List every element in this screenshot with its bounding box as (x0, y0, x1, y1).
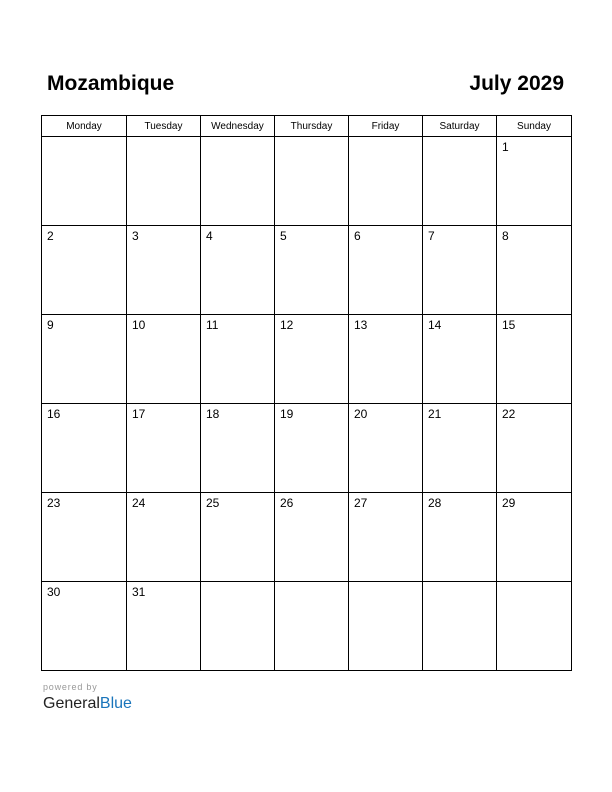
week-row (42, 582, 572, 671)
day-number: 10 (132, 318, 146, 332)
day-cell (497, 226, 572, 315)
weekday-header-row (42, 116, 572, 137)
day-cell (349, 404, 423, 493)
day-cell (423, 582, 497, 671)
day-number: 26 (280, 496, 294, 510)
day-cell (275, 582, 349, 671)
week-row (42, 493, 572, 582)
day-cell (127, 404, 201, 493)
weekday-thursday: Thursday (275, 116, 349, 137)
day-cell (423, 404, 497, 493)
weekday-sunday: Sunday (497, 116, 572, 137)
day-number: 31 (132, 585, 146, 599)
day-cell (275, 404, 349, 493)
month-year-title: July 2029 (469, 72, 564, 95)
day-number: 23 (47, 496, 61, 510)
day-number: 9 (47, 318, 54, 332)
day-number (201, 137, 274, 140)
generalblue-logo[interactable] (43, 694, 132, 714)
weekday-friday: Friday (349, 116, 423, 137)
day-cell (42, 226, 127, 315)
week-row (42, 404, 572, 493)
day-cell (201, 315, 275, 404)
day-cell (497, 404, 572, 493)
day-number: 25 (206, 496, 220, 510)
day-cell (349, 493, 423, 582)
day-cell (349, 137, 423, 226)
day-cell (201, 582, 275, 671)
day-cell (497, 315, 572, 404)
day-cell (497, 137, 572, 226)
brand-general-text: General (43, 695, 100, 712)
day-number: 19 (280, 407, 294, 421)
day-cell (201, 493, 275, 582)
weekday-tuesday: Tuesday (127, 116, 201, 137)
day-cell (349, 315, 423, 404)
day-number: 30 (47, 585, 61, 599)
day-number: 20 (354, 407, 368, 421)
day-number: 6 (354, 229, 361, 243)
day-cell (42, 137, 127, 226)
week-row (42, 226, 572, 315)
day-cell (423, 137, 497, 226)
calendar-grid (41, 115, 572, 671)
day-number: 27 (354, 496, 368, 510)
day-number: 1 (502, 140, 509, 154)
day-number: 2 (47, 229, 54, 243)
day-cell (275, 137, 349, 226)
day-cell (275, 226, 349, 315)
day-number: 17 (132, 407, 146, 421)
day-number: 28 (428, 496, 442, 510)
day-number: 24 (132, 496, 146, 510)
day-cell (42, 582, 127, 671)
day-cell (42, 493, 127, 582)
day-cell (497, 582, 572, 671)
day-cell (42, 404, 127, 493)
day-number: 4 (206, 229, 213, 243)
day-cell (275, 315, 349, 404)
day-number: 13 (354, 318, 368, 332)
day-cell (127, 226, 201, 315)
day-cell (201, 404, 275, 493)
brand-blue-text: Blue (99, 695, 132, 712)
day-cell (201, 226, 275, 315)
day-cell (497, 493, 572, 582)
weekday-saturday: Saturday (423, 116, 497, 137)
day-number: 14 (428, 318, 442, 332)
day-cell (349, 226, 423, 315)
powered-by-label: powered by (43, 682, 98, 692)
day-number (497, 582, 571, 585)
day-cell (423, 315, 497, 404)
day-cell (127, 582, 201, 671)
day-number: 5 (280, 229, 287, 243)
day-number (275, 137, 348, 140)
day-number: 22 (502, 407, 516, 421)
weekday-monday: Monday (42, 116, 127, 137)
day-number: 29 (502, 496, 516, 510)
day-cell (42, 315, 127, 404)
weekday-wednesday: Wednesday (201, 116, 275, 137)
day-number: 18 (206, 407, 220, 421)
day-number: 11 (206, 318, 219, 332)
day-number (423, 582, 496, 585)
day-number (349, 582, 422, 585)
week-row (42, 137, 572, 226)
country-title: Mozambique (47, 72, 175, 95)
day-cell (201, 137, 275, 226)
day-number: 15 (502, 318, 516, 332)
day-cell (275, 493, 349, 582)
day-cell (349, 582, 423, 671)
day-number (127, 137, 200, 140)
day-number (42, 137, 126, 140)
day-number (201, 582, 274, 585)
generalblue-footer (43, 682, 132, 714)
day-number: 12 (280, 318, 294, 332)
day-number (275, 582, 348, 585)
day-number: 3 (132, 229, 139, 243)
day-number: 16 (47, 407, 61, 421)
day-number (349, 137, 422, 140)
day-number: 21 (428, 407, 442, 421)
day-cell (127, 493, 201, 582)
day-number: 7 (428, 229, 435, 243)
day-number (423, 137, 496, 140)
day-number: 8 (502, 229, 509, 243)
day-cell (127, 137, 201, 226)
day-cell (423, 226, 497, 315)
week-row (42, 315, 572, 404)
day-cell (423, 493, 497, 582)
day-cell (127, 315, 201, 404)
